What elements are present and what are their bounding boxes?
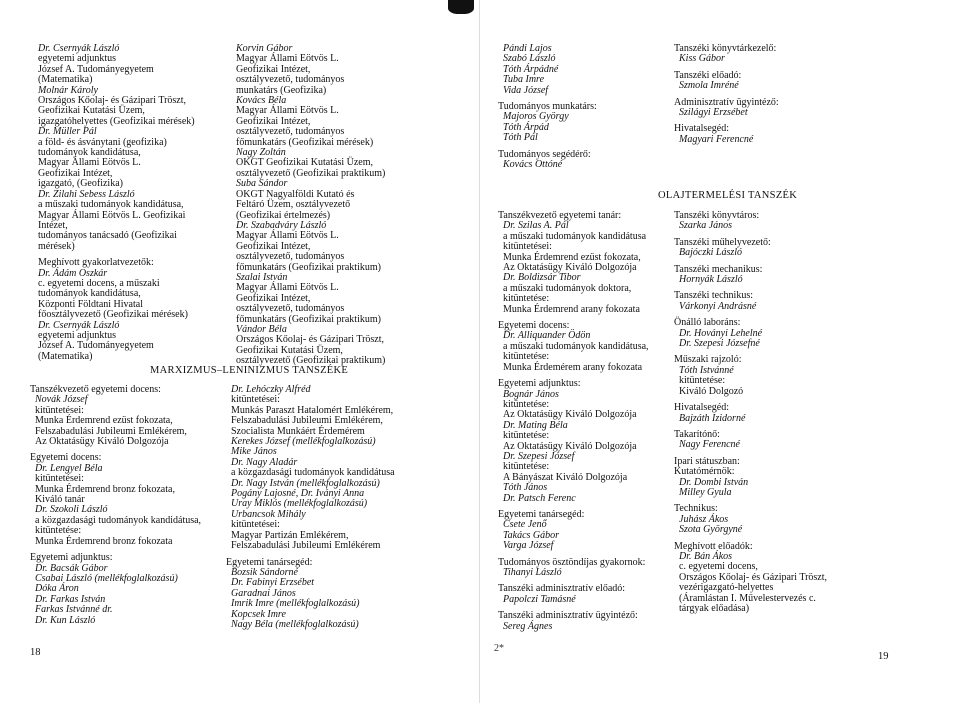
text-line: Takarítónő: [674,428,720,440]
text-line: József A. Tudományegyetem [38,340,154,352]
text-line: Tudományos ösztöndíjas gyakornok: [498,556,646,568]
text-line: Országos Kőolaj- és Gázipari Tröszt, [679,571,828,583]
person-name: Dr. Szepesi József [503,450,575,462]
person-name: Kopcsek Imre [231,608,286,620]
text-line: Munka Érdemrend ezüst fokozata, [35,415,173,427]
person-name: Szalai István [236,271,288,283]
person-name: Kovács Béla [236,95,287,107]
right-column-b [674,44,779,145]
right-column-a [498,44,597,170]
text-line: Magyar Állami Eötvös L. [236,105,339,117]
person-name: Dr. Fabinyi Erzsébet [231,577,315,589]
person-name: Bognár János [503,388,559,400]
text-line: osztályvezető (Geofizikai praktikum) [236,167,386,179]
person-name: Dr. Bacsák Gábor [35,562,108,574]
binding-mark [448,0,474,14]
person-name: Szota Györgyné [679,524,743,536]
person-name: Tóth Pál [503,132,538,144]
person-name: Uray Miklós (mellékfoglalkozású) [231,498,368,510]
text-line: osztályvezető, tudományos [236,251,345,263]
text-line: a közgazdasági tudományok kandidátusa, [35,514,202,526]
text-line: c. egyetemi docens, a műszaki [38,277,160,289]
person-name: Szmola Imréné [679,80,739,92]
person-name: Nagy Béla (mellékfoglalkozású) [231,618,359,630]
department-heading-oil-production: OLAJTERMELÉSI TANSZÉK [658,190,798,201]
text-line: Tanszéki könyvtáros: [674,210,760,221]
text-line: Munkás Paraszt Hatalomért Emlékérem, [231,404,394,416]
text-line: Munka Érdemrend ezüst fokozata, [503,251,641,263]
text-line: OKGT Geofizikai Kutatási Üzem, [236,157,373,169]
text-line: Magyar Állami Eötvös L. [236,53,339,65]
person-name: Dr. Hoványi Lehelné [679,327,763,339]
department-heading-marxism: MARXIZMUS–LENINIZMUS TANSZÉKE [150,365,349,376]
text-line: Tanszéki előadó: [674,69,742,81]
text-line: főmunkatárs (Geofizikai praktikum) [236,313,381,325]
text-line: munkatárs (Geofizika) [236,84,327,96]
person-name: Tóth Árpád [503,121,549,133]
text-line: Tanszéki adminisztratív előadó: [498,583,626,595]
text-line: Hivatalsegéd: [674,123,729,135]
person-name: Hornyák László [679,274,743,286]
text-line: kitüntetései: [35,404,84,416]
text-line: Egyetemi tanársegéd: [226,556,313,568]
person-name: Dr. Szabadváry László [236,219,327,231]
text-line: Tanszéki technikus: [674,290,753,302]
person-name: Imrik Imre (mellékfoglalkozású) [231,598,360,610]
person-name: Takács Gábor [503,529,560,541]
text-line: Geofizikai Intézet, [236,292,311,304]
person-name: Dr. Mating Béla [503,419,568,431]
text-line: (Matematika) [38,350,93,362]
person-name: Dr. Szokoli László [35,504,108,516]
text-line: Munka Érdemrend bronz fokozata [35,535,173,547]
person-name: Dr. Csernyák László [38,43,120,54]
person-name: Szabó László [503,53,556,65]
person-name: Tóth Istvánné [679,364,734,376]
text-line: Tanszékvezető egyetemi tanár: [498,210,622,221]
text-line: vezérigazgató-helyettes [679,582,774,594]
left-column-a [38,44,195,362]
text-line: egyetemi adjunktus [38,329,117,341]
person-name: Szarka János [679,220,733,232]
person-name: Urbancsok Mihály [231,508,306,520]
text-line: egyetemi adjunktus [38,53,117,65]
person-name: Juhász Ákos [679,513,729,525]
person-name: Bozsik Sándorné [231,566,298,578]
person-name: Szilágyi Erzsébet [679,107,748,119]
text-line: Kutatómérnök: [674,466,735,478]
text-line: tudományos tanácsadó (Geofizikai [38,230,177,242]
text-line: Egyetemi docens: [30,452,102,464]
text-line: Szocialista Munkáért Érdemérem [231,425,365,437]
person-name: Dr. Farkas István [35,593,106,605]
person-name: Dr. Szepesi Józsefné [679,338,760,350]
text-line: (Áramlástan I. Művelestervezés c. [679,592,816,604]
text-line: Felszabadulási Jubileumi Emlékérem, [231,415,383,427]
person-name: Garadnai János [231,587,296,599]
person-name: Tuba Imre [503,74,545,86]
text-line: kitüntetése: [679,375,726,387]
left-column-d [226,385,395,630]
text-line: kitüntetése: [503,293,550,305]
person-name: Magyari Ferencné [679,133,754,145]
text-line: osztályvezető (Geofizikai praktikum) [236,355,386,367]
text-line: kitüntetései: [231,519,280,531]
person-name: Dr. Ádám Oszkár [38,267,108,279]
text-line: Geofizikai Intézet, [38,167,113,179]
text-line: (Matematika) [38,74,93,86]
person-name: Novák József [35,394,88,406]
person-name: Bajóczki László [679,247,743,259]
person-name: Varga József [503,540,554,552]
person-name: Kiss Gábor [679,53,725,65]
left-column-b [236,44,385,367]
text-line: Magyar Állami Eötvös L. Geofizikai [38,209,186,221]
text-line: Magyar Partizán Emlékérem, [231,529,349,541]
person-name: Csabai László (mellékfoglalkozású) [35,572,178,584]
text-line: Központi Földtani Hivatal [38,298,143,310]
person-name: Vándor Béla [236,323,287,335]
text-line: Technikus: [674,503,718,515]
person-name: Dr. Patsch Ferenc [503,492,576,504]
text-line: Intézet, [38,219,68,231]
text-line: Tanszéki könyvtárkezelő: [674,43,777,54]
page-number-right: 19 [878,651,889,662]
text-line: a műszaki tudományok doktora, [503,282,632,294]
text-line: főmunkatárs (Geofizikai mérések) [236,136,374,148]
person-name: Pogány Lajosné, Dr. Iványi Anna [231,488,365,500]
person-name: Nagy Zoltán [236,147,286,159]
text-line: tudományok kandidátusa, [38,288,141,300]
text-line: József A. Tudományegyetem [38,63,154,75]
text-line: Műszaki rajzoló: [674,354,742,366]
text-line: Adminisztratív ügyintéző: [674,96,779,108]
person-name: Dr. Müller Pál [38,126,97,138]
text-line: kitüntetése: [35,525,82,537]
text-line: c. egyetemi docens, [679,561,758,573]
text-line: Egyetemi tanársegéd: [498,508,585,520]
text-line: Tudományos munkatárs: [498,101,597,113]
person-name: Dr. Szilas A. Pál [503,220,569,232]
person-name: Bajzáth Izidorné [679,412,746,424]
text-line: mérések) [38,240,75,252]
person-name: Dr. Lehóczky Alfréd [231,384,311,395]
text-line: Geofizikai Kutatási Üzem, [38,105,145,117]
text-line: Az Oktatásügy Kiváló Dolgozója [503,409,637,421]
text-line: Geofizikai Kutatási Üzem, [236,344,343,356]
person-name: Sereg Ágnes [503,620,553,632]
person-name: Mike János [231,446,277,458]
text-line: Munka Érdemérem arany fokozata [503,361,643,373]
person-name: Tóth Árpádné [503,63,559,75]
right-column-d [674,211,827,614]
person-name: Farkas Istvánné dr. [35,604,113,616]
person-name: Várkonyi Andrásné [679,300,757,312]
text-line: Önálló laboráns: [674,317,741,329]
person-name: Milley Gyula [679,486,732,498]
text-line: Tanszékvezető egyetemi docens: [30,384,161,395]
person-name: Dr. Lengyel Béla [35,462,103,474]
person-name: Dr. Boldizsár Tibor [503,272,581,284]
person-name: Nagy Ferencné [679,439,740,451]
text-line: Az Oktatásügy Kiváló Dolgozója [503,440,637,452]
person-name: Dr. Alliquander Ödön [503,330,591,342]
text-line: Hivatalsegéd: [674,402,729,414]
text-line: főmunkatárs (Geofizikai praktikum) [236,261,381,273]
text-line: Geofizikai Intézet, [236,63,311,75]
text-line: Magyar Állami Eötvös L. [38,157,141,169]
text-line: kitüntetései: [231,394,280,406]
person-name: Dr. Csernyák László [38,319,120,331]
text-line: tudományok kandidátusa, [38,147,141,159]
text-line: Tanszéki műhelyvezető: [674,236,771,248]
text-line: osztályvezető, tudományos [236,74,345,86]
text-line: Az Oktatásügy Kiváló Dolgozója [35,436,169,448]
person-name: Dóka Áron [35,583,79,595]
text-line: Tanszéki adminisztratív ügyintéző: [498,610,638,622]
person-name: Suba Sándor [236,178,288,190]
person-name: Kovács Ottóné [503,159,563,171]
right-column-c [498,211,649,632]
text-line: kitüntetése: [503,398,550,410]
text-line: Egyetemi adjunktus: [30,552,113,564]
text-line: Feltáró Üzem, osztályvezető [236,199,351,211]
text-line: a föld- és ásványtani (geofizika) [38,136,167,148]
text-line: tárgyak előadása) [679,603,750,614]
text-line: Meghívott gyakorlatvezetők: [38,257,154,269]
text-line: a műszaki tudományok kandidátusa, [503,340,649,352]
text-line: osztályvezető, tudományos [236,126,345,138]
text-line: a közgazdasági tudományok kandidátusa [231,467,395,479]
text-line: OKGT Nagyalföldi Kutató és [236,188,355,200]
text-line: Országos Kőolaj- és Gázipari Tröszt, [38,95,187,107]
text-line: Magyar Állami Eötvös L. [236,230,339,242]
text-line: A Bányászat Kiváló Dolgozója [503,471,628,483]
person-name: Dr. Nagy Aladár [231,456,298,468]
text-line: Geofizikai Intézet, [236,240,311,252]
text-line: Felszabadulási Jubileumi Emlékérem, [35,425,187,437]
person-name: Molnár Károly [38,84,98,96]
text-line: Kiváló Dolgozó [679,385,744,397]
person-name: Kerekes József (mellékfoglalkozású) [231,436,376,448]
text-line: kitüntetése: [503,351,550,363]
person-name: Korvin Gábor [236,43,293,54]
person-name: Dr. Bán Ákos [679,550,733,562]
text-line: Egyetemi docens: [498,320,570,332]
text-line: kitüntetései: [35,473,84,485]
text-line: (Geofizikai értelmezés) [236,209,331,221]
text-line: Felszabadulási Jubileumi Emlékérem [231,540,381,552]
text-line: osztályvezető, tudományos [236,303,345,315]
text-line: kitüntetése: [503,461,550,473]
text-line: Ipari státuszban: [674,455,740,467]
text-line: a műszaki tudományok kandidátusa, [38,199,184,211]
text-line: Magyar Állami Eötvös L. [236,282,339,294]
text-line: Országos Kőolaj- és Gázipari Tröszt, [236,334,385,346]
person-name: Csete Jenő [503,519,547,531]
left-column-c [30,385,201,626]
text-line: a műszaki tudományok kandidátusa [503,230,647,242]
person-name: Dr. Nagy István (mellékfoglalkozású) [231,477,380,489]
text-line: Munka Érdemrend bronz fokozata, [35,483,175,495]
text-line: Munka Érdemrend arany fokozata [503,303,640,315]
text-line: főosztályvezető (Geofizikai mérések) [38,309,188,321]
person-name: Vida József [503,84,549,96]
signature-mark: 2* [494,643,504,654]
text-line: Tudományos segédérő: [498,148,591,160]
person-name: Dr. Zilahi Sebess László [38,188,135,200]
person-name: Tihanyi László [503,567,562,578]
text-line: kitüntetése: [503,430,550,442]
text-line: Tanszéki mechanikus: [674,263,763,275]
person-name: Majoros György [503,111,569,123]
text-line: Egyetemi adjunktus: [498,378,581,390]
text-line: Meghívott előadók: [674,540,753,552]
person-name: Dr. Kun László [35,614,96,626]
right-page [480,0,960,703]
text-line: igazgató, (Geofizika) [38,178,123,190]
text-line: kitüntetései: [503,241,552,253]
page-number-left: 18 [30,647,41,658]
text-line: igazgatóhelyettes (Geofizikai mérések) [38,115,195,127]
text-line: Kiváló tanár [35,494,85,506]
person-name: Papolczi Tamásné [503,593,576,605]
person-name: Dr. Dombi István [679,476,749,488]
person-name: Pándi Lajos [503,43,552,54]
person-name: Tóth János [503,482,548,494]
text-line: Geofizikai Intézet, [236,115,311,127]
text-line: Az Oktatásügy Kiváló Dolgozója [503,262,637,274]
